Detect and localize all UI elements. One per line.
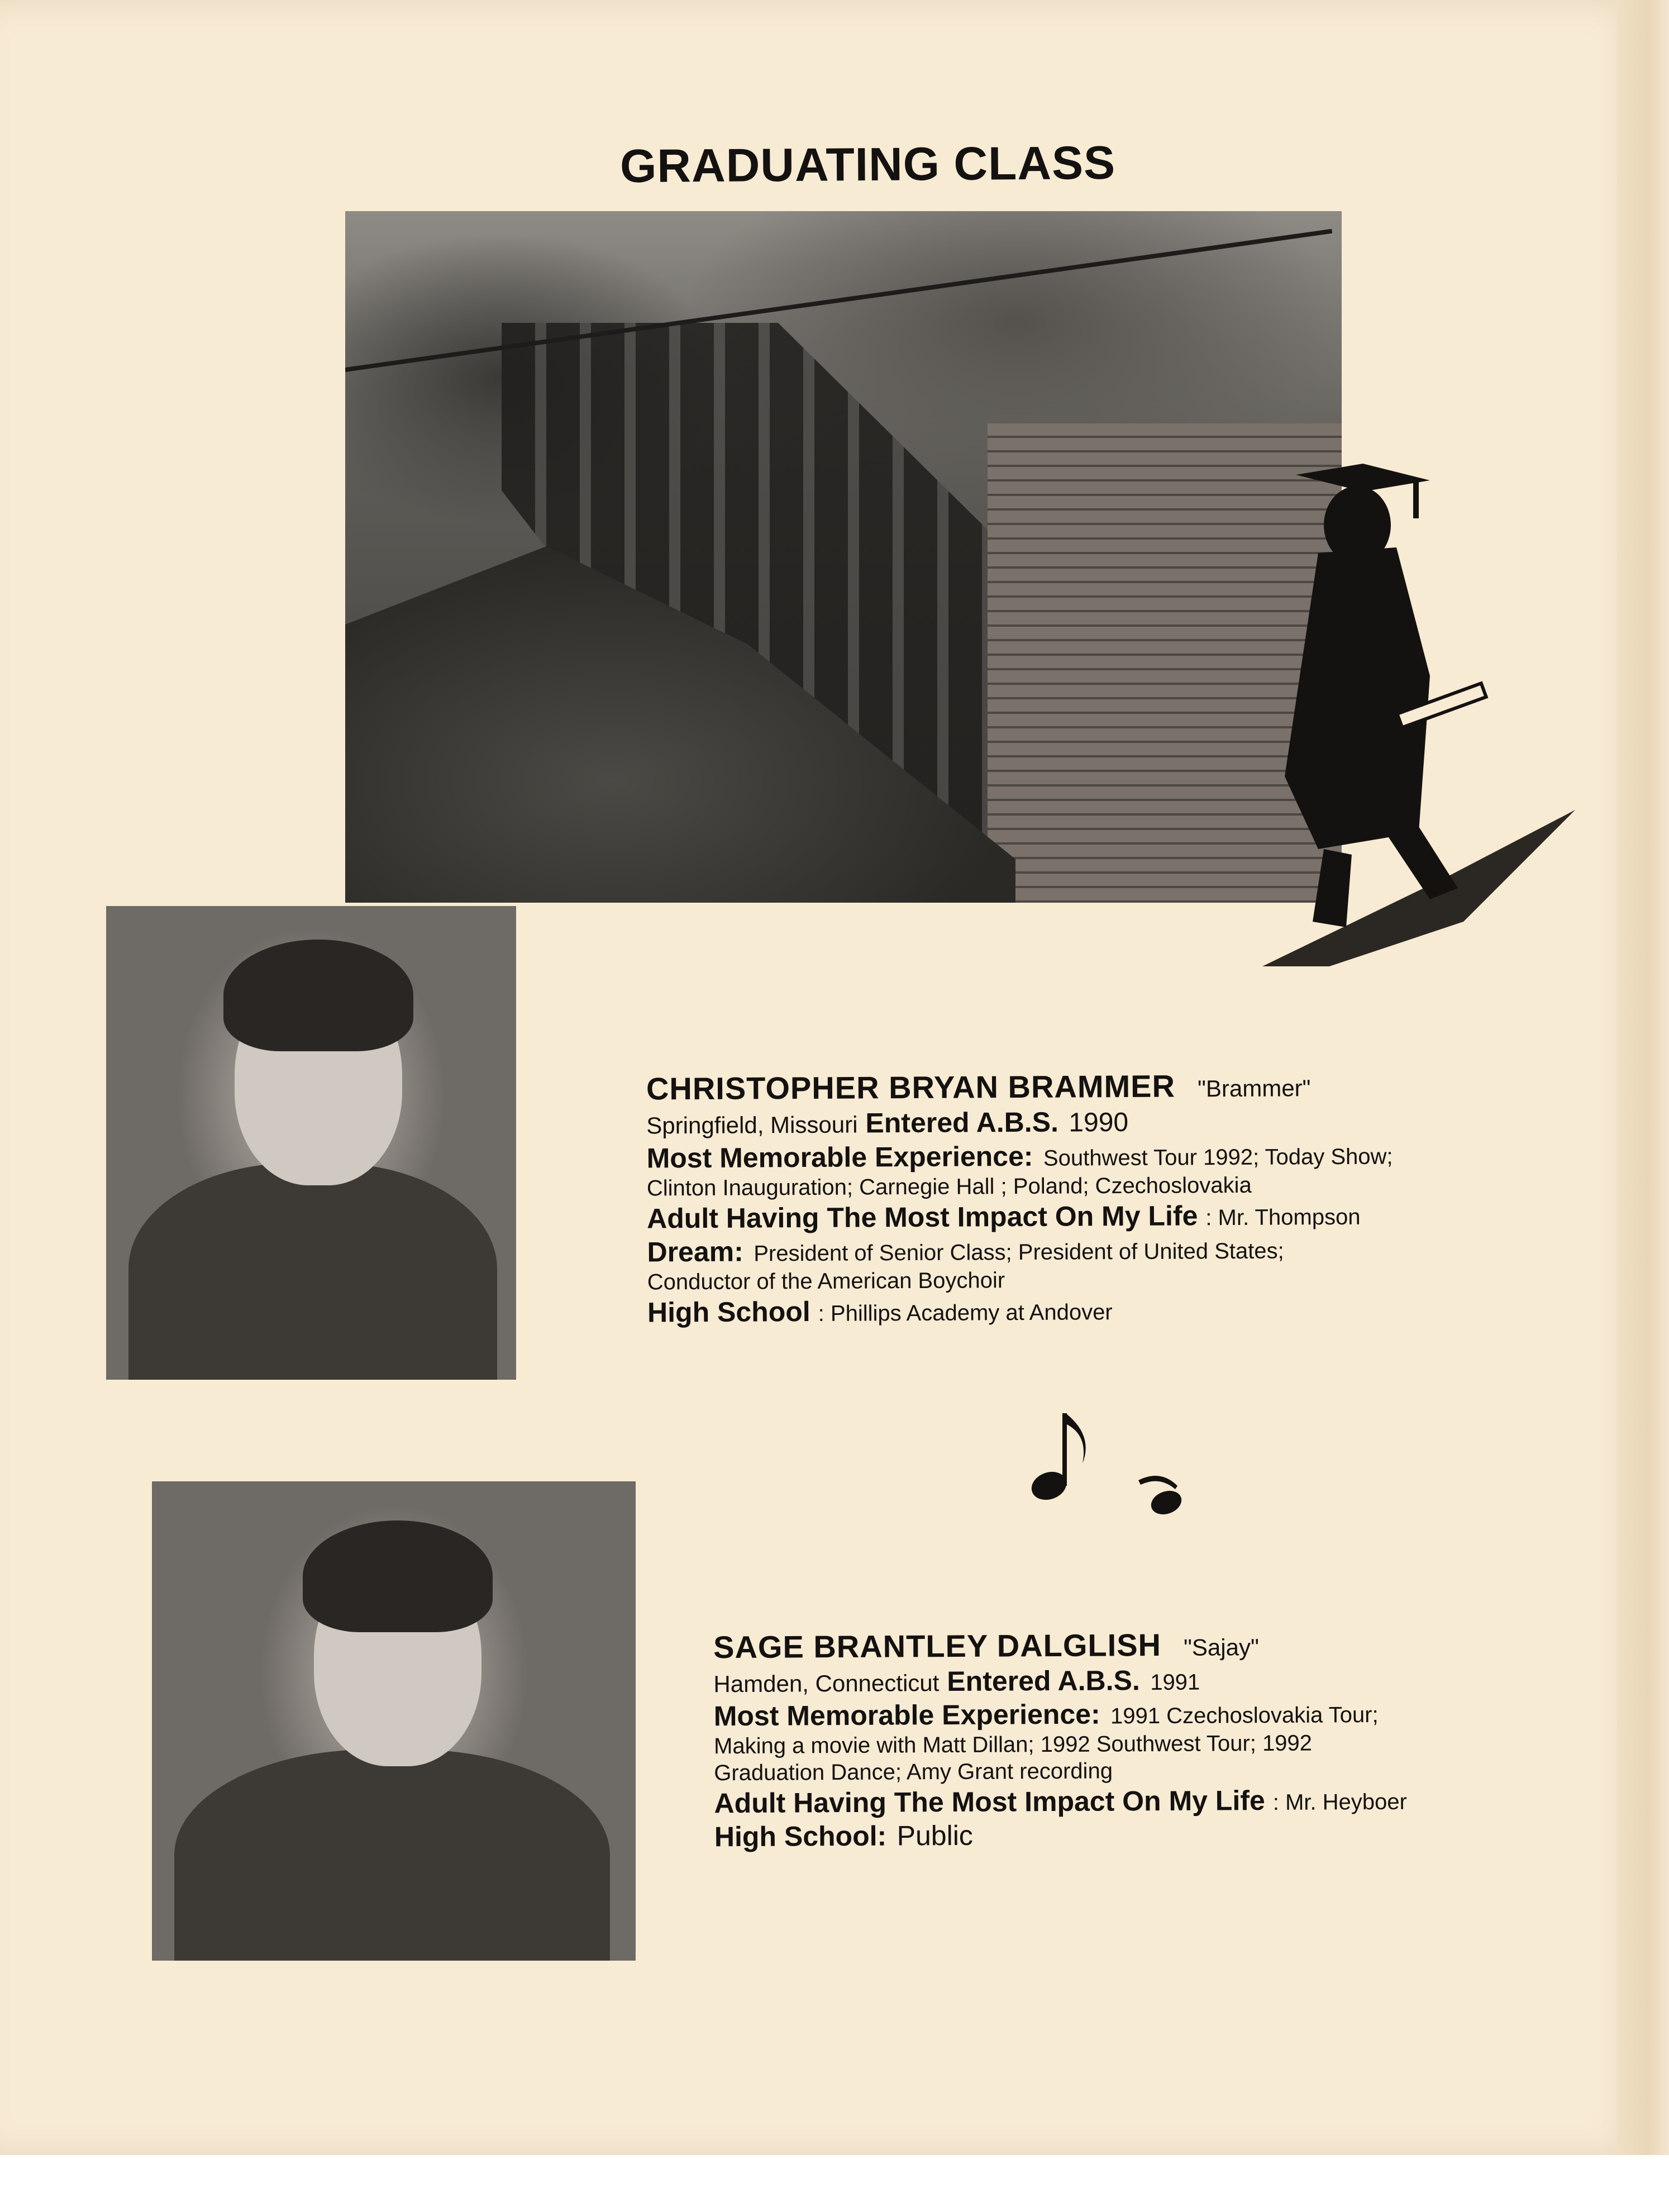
stair-railing <box>345 229 1332 372</box>
student-nickname: "Brammer" <box>1197 1075 1311 1102</box>
memorable-value: Making a movie with Matt Dillan; 1992 Southwest Tour; 1992 <box>713 1730 1313 1759</box>
entered-label: Entered A.B.S. <box>865 1106 1059 1139</box>
scan-margin <box>0 2155 1669 2212</box>
student-name: CHRISTOPHER BRYAN BRAMMER <box>646 1068 1176 1107</box>
portrait-hair <box>223 940 413 1051</box>
portrait-brammer <box>106 906 516 1380</box>
memorable-label: Most Memorable Experience: <box>646 1140 1033 1174</box>
dream-value: President of Senior Class; President of United States; <box>754 1238 1284 1266</box>
portrait-torso <box>128 1163 497 1380</box>
memorable-label: Most Memorable Experience: <box>713 1698 1100 1732</box>
portrait-hair <box>303 1520 493 1632</box>
page-edge <box>1617 0 1669 2155</box>
page-title: GRADUATING CLASS <box>619 136 1116 193</box>
entered-year: 1991 <box>1150 1670 1200 1695</box>
student-name: SAGE BRANTLEY DALGLISH <box>713 1627 1162 1665</box>
dream-label: Dream: <box>647 1236 743 1268</box>
group-photo <box>345 211 1342 903</box>
portrait-dalglish <box>152 1481 636 1961</box>
school-value: : Phillips Academy at Andover <box>818 1299 1113 1326</box>
school-label: High School <box>647 1295 810 1328</box>
school-value: Public <box>897 1820 974 1852</box>
dream-value: Conductor of the American Boychoir <box>647 1267 1005 1295</box>
student-hometown: Hamden, Connecticut <box>713 1670 940 1698</box>
entered-year: 1990 <box>1069 1108 1129 1138</box>
student-nickname: "Sajay" <box>1183 1634 1260 1661</box>
memorable-value: Southwest Tour 1992; Today Show; <box>1043 1144 1393 1171</box>
student-bio-2 <box>713 1625 1407 1854</box>
student-bio-1 <box>646 1066 1394 1329</box>
adult-label: Adult Having The Most Impact On My Life <box>647 1200 1198 1234</box>
memorable-value: Graduation Dance; Amy Grant recording <box>714 1758 1113 1786</box>
memorable-value: 1991 Czechoslovakia Tour; <box>1110 1703 1379 1729</box>
music-note-icon <box>1027 1402 1194 1525</box>
adult-value: : Mr. Thompson <box>1205 1204 1361 1231</box>
portrait-torso <box>174 1749 610 1961</box>
school-label: High School: <box>714 1820 887 1853</box>
entered-label: Entered A.B.S. <box>947 1665 1140 1698</box>
graduate-walking-icon <box>1262 464 1575 966</box>
adult-value: : Mr. Heyboer <box>1272 1789 1407 1815</box>
student-hometown: Springfield, Missouri <box>646 1111 858 1139</box>
memorable-value: Clinton Inauguration; Carnegie Hall ; Poland; Czechoslovakia <box>646 1172 1252 1201</box>
adult-label: Adult Having The Most Impact On My Life <box>714 1785 1265 1819</box>
